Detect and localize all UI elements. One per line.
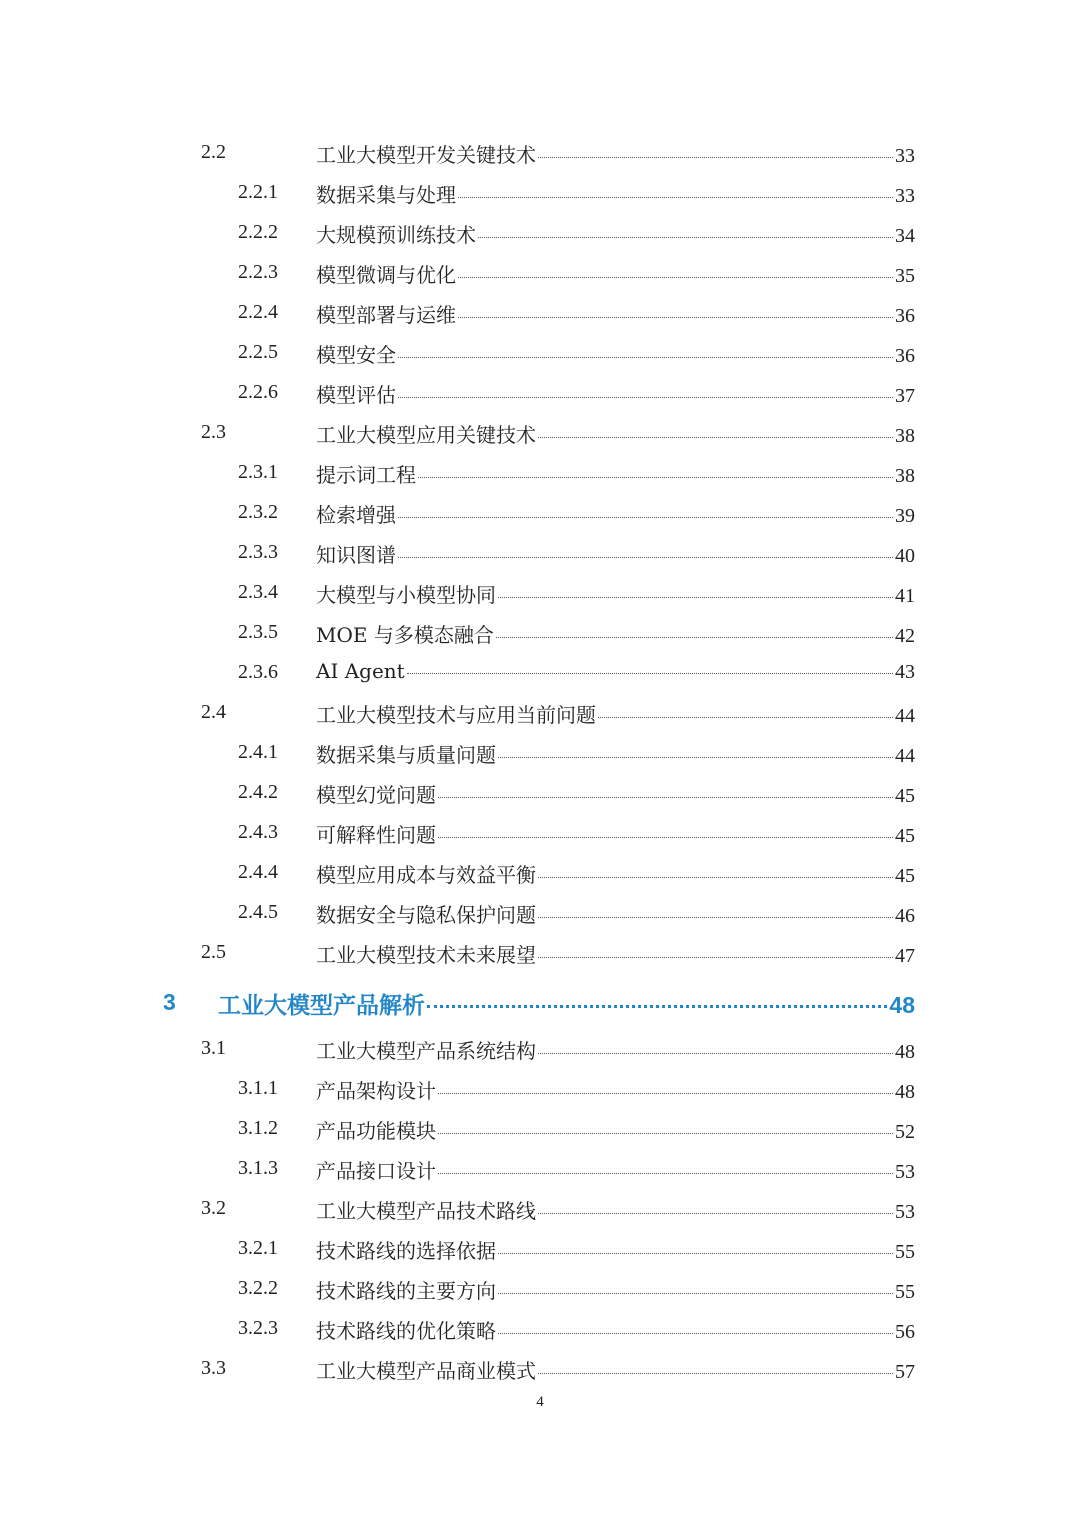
toc-entry-number: 3 xyxy=(163,989,176,1015)
toc-entry-line xyxy=(316,619,915,648)
dot-leader xyxy=(538,1373,893,1374)
toc-entry[interactable] xyxy=(0,975,1080,1031)
toc-entry-page: 55 xyxy=(895,1281,915,1303)
toc-entry[interactable] xyxy=(0,415,1080,455)
toc-entry[interactable] xyxy=(0,295,1080,335)
toc-entry-line xyxy=(316,819,915,848)
toc-entry-title: 工业大模型技术未来展望 xyxy=(316,943,536,967)
toc-entry-number: 2.4.3 xyxy=(238,821,278,843)
toc-entry-number: 2.4 xyxy=(201,701,226,723)
dot-leader xyxy=(398,517,893,518)
toc-entry-number: 2.4.2 xyxy=(238,781,278,803)
toc-entry-number: 2.4.4 xyxy=(238,861,278,883)
toc-entry-line xyxy=(316,179,915,208)
toc-entry-number: 3.2.3 xyxy=(238,1317,278,1339)
toc-entry-number: 2.3.5 xyxy=(238,621,278,643)
dot-leader xyxy=(418,477,893,478)
dot-leader xyxy=(478,237,893,238)
toc-entry-line xyxy=(316,139,915,168)
toc-entry-number: 2.3.1 xyxy=(238,461,278,483)
toc-entry[interactable] xyxy=(0,455,1080,495)
toc-entry-number: 2.2.6 xyxy=(238,381,278,403)
toc-entry-page: 37 xyxy=(895,385,915,407)
dot-leader xyxy=(538,877,893,878)
toc-entry[interactable] xyxy=(0,1311,1080,1351)
toc-entry-title: 模型安全 xyxy=(316,343,396,367)
toc-entry-title: 模型评估 xyxy=(316,383,396,407)
toc-entry-line xyxy=(316,539,915,568)
toc-entry-page: 44 xyxy=(895,705,915,727)
toc-entry-number: 3.2.2 xyxy=(238,1277,278,1299)
toc-entry-line xyxy=(316,379,915,408)
toc-entry-title: 产品架构设计 xyxy=(316,1079,436,1103)
toc-entry-number: 2.3.3 xyxy=(238,541,278,563)
toc-entry-title: 工业大模型产品技术路线 xyxy=(316,1199,536,1223)
toc-entry-number: 2.2.3 xyxy=(238,261,278,283)
dot-leader xyxy=(498,1293,893,1294)
toc-entry[interactable] xyxy=(0,735,1080,775)
toc-entry-title: 产品功能模块 xyxy=(316,1119,436,1143)
toc-entry-title: 工业大模型产品解析 xyxy=(218,993,425,1019)
toc-entry-page: 57 xyxy=(895,1361,915,1383)
toc-entry-page: 45 xyxy=(895,825,915,847)
page-number: 4 xyxy=(536,1394,544,1410)
dot-leader xyxy=(438,1173,893,1174)
toc-entry[interactable] xyxy=(0,1031,1080,1071)
toc-entry-title: 工业大模型应用关键技术 xyxy=(316,423,536,447)
toc-entry-page: 38 xyxy=(895,425,915,447)
toc-entry-title: 数据采集与质量问题 xyxy=(316,743,496,767)
toc-entry-title: 工业大模型技术与应用当前问题 xyxy=(316,703,596,727)
toc-entry-line xyxy=(316,499,915,528)
toc-entry-line xyxy=(316,939,915,968)
toc-entry-number: 3.1 xyxy=(201,1037,226,1059)
toc-entry-page: 35 xyxy=(895,265,915,287)
toc-entry-title: 产品接口设计 xyxy=(316,1159,436,1183)
toc-entry-page: 53 xyxy=(895,1161,915,1183)
toc-entry-page: 56 xyxy=(895,1321,915,1343)
toc-entry[interactable] xyxy=(0,215,1080,255)
toc-entry-title: 模型微调与优化 xyxy=(316,263,456,287)
dot-leader xyxy=(458,277,893,278)
dot-leader xyxy=(427,1005,887,1008)
dot-leader xyxy=(498,1333,893,1334)
toc-entry[interactable] xyxy=(0,335,1080,375)
toc-entry-number: 3.1.1 xyxy=(238,1077,278,1099)
toc-entry-number: 3.2 xyxy=(201,1197,226,1219)
toc-entry-line xyxy=(316,859,915,888)
toc-entry-line xyxy=(316,1035,915,1064)
toc-entry-number: 2.2.1 xyxy=(238,181,278,203)
toc-entry-page: 46 xyxy=(895,905,915,927)
toc-entry-title: 检索增强 xyxy=(316,503,396,527)
dot-leader xyxy=(438,1093,893,1094)
toc-entry-number: 2.3 xyxy=(201,421,226,443)
toc-entry-title: 技术路线的主要方向 xyxy=(316,1279,496,1303)
toc-entry-number: 2.2.5 xyxy=(238,341,278,363)
toc-entry-page: 33 xyxy=(895,145,915,167)
toc-entry-page: 34 xyxy=(895,225,915,247)
toc-entry-title: 工业大模型开发关键技术 xyxy=(316,143,536,167)
toc-entry-number: 3.1.2 xyxy=(238,1117,278,1139)
dot-leader xyxy=(438,797,893,798)
toc-entry-line xyxy=(316,299,915,328)
dot-leader xyxy=(498,1253,893,1254)
toc-entry[interactable] xyxy=(0,1231,1080,1271)
table-of-contents xyxy=(0,135,1080,1391)
toc-entry[interactable] xyxy=(0,655,1080,695)
dot-leader xyxy=(398,557,893,558)
toc-entry-page: 43 xyxy=(895,661,915,683)
toc-entry-number: 2.2.2 xyxy=(238,221,278,243)
dot-leader xyxy=(407,673,893,674)
toc-entry-title: 大模型与小模型协同 xyxy=(316,583,496,607)
toc-entry-number: 2.2.4 xyxy=(238,301,278,323)
dot-leader xyxy=(496,637,893,638)
dot-leader xyxy=(538,437,893,438)
toc-entry-line xyxy=(316,1155,915,1184)
toc-entry-title: 技术路线的选择依据 xyxy=(316,1239,496,1263)
toc-entry-number: 3.2.1 xyxy=(238,1237,278,1259)
toc-entry[interactable] xyxy=(0,255,1080,295)
toc-entry-line xyxy=(316,1115,915,1144)
toc-entry-line xyxy=(218,987,915,1020)
toc-entry-page: 41 xyxy=(895,585,915,607)
toc-entry-title: 知识图谱 xyxy=(316,543,396,567)
toc-entry[interactable] xyxy=(0,1111,1080,1151)
toc-entry-line xyxy=(316,699,915,728)
toc-entry[interactable] xyxy=(0,1271,1080,1311)
toc-entry-line xyxy=(316,1235,915,1264)
toc-entry-title: 工业大模型产品系统结构 xyxy=(316,1039,536,1063)
dot-leader xyxy=(538,157,893,158)
toc-entry-number: 2.3.2 xyxy=(238,501,278,523)
toc-entry[interactable] xyxy=(0,935,1080,975)
toc-entry-number: 2.5 xyxy=(201,941,226,963)
dot-leader xyxy=(498,757,893,758)
toc-entry-title: MOE 与多模态融合 xyxy=(316,623,494,647)
toc-entry[interactable] xyxy=(0,1071,1080,1111)
toc-entry-title: 模型部署与运维 xyxy=(316,303,456,327)
toc-entry-line xyxy=(316,1315,915,1344)
toc-entry-number: 2.3.6 xyxy=(238,661,278,683)
dot-leader xyxy=(458,317,893,318)
toc-entry-page: 36 xyxy=(895,345,915,367)
toc-entry-number: 2.3.4 xyxy=(238,581,278,603)
toc-entry-line xyxy=(316,259,915,288)
toc-entry[interactable] xyxy=(0,175,1080,215)
toc-entry-number: 2.2 xyxy=(201,141,226,163)
toc-entry-title: 数据安全与隐私保护问题 xyxy=(316,903,536,927)
toc-entry-page: 52 xyxy=(895,1121,915,1143)
toc-entry[interactable] xyxy=(0,1151,1080,1191)
toc-entry-title: AI Agent xyxy=(316,659,405,683)
toc-entry[interactable] xyxy=(0,815,1080,855)
toc-entry[interactable] xyxy=(0,135,1080,175)
toc-entry-page: 44 xyxy=(895,745,915,767)
toc-entry[interactable] xyxy=(0,535,1080,575)
toc-entry-page: 55 xyxy=(895,1241,915,1263)
dot-leader xyxy=(538,957,893,958)
toc-entry-title: 可解释性问题 xyxy=(316,823,436,847)
toc-entry[interactable] xyxy=(0,695,1080,735)
toc-entry-line xyxy=(316,1195,915,1224)
toc-entry-page: 45 xyxy=(895,865,915,887)
toc-entry-number: 3.3 xyxy=(201,1357,226,1379)
dot-leader xyxy=(458,197,893,198)
toc-entry-page: 33 xyxy=(895,185,915,207)
toc-entry-page: 48 xyxy=(895,1041,915,1063)
toc-entry-line xyxy=(316,419,915,448)
toc-entry-title: 提示词工程 xyxy=(316,463,416,487)
toc-entry-page: 45 xyxy=(895,785,915,807)
toc-entry-page: 53 xyxy=(895,1201,915,1223)
toc-entry-line xyxy=(316,739,915,768)
toc-entry-title: 模型幻觉问题 xyxy=(316,783,436,807)
dot-leader xyxy=(498,597,893,598)
dot-leader xyxy=(398,397,893,398)
toc-entry-page: 40 xyxy=(895,545,915,567)
toc-entry-title: 工业大模型产品商业模式 xyxy=(316,1359,536,1383)
toc-entry-line xyxy=(316,1075,915,1104)
toc-entry-line xyxy=(316,339,915,368)
toc-entry-title: 技术路线的优化策略 xyxy=(316,1319,496,1343)
dot-leader xyxy=(598,717,893,718)
toc-entry[interactable] xyxy=(0,1191,1080,1231)
dot-leader xyxy=(538,1053,893,1054)
dot-leader xyxy=(538,1213,893,1214)
toc-entry-page: 48 xyxy=(895,1081,915,1103)
toc-entry[interactable] xyxy=(0,855,1080,895)
toc-entry-title: 模型应用成本与效益平衡 xyxy=(316,863,536,887)
toc-entry-page: 39 xyxy=(895,505,915,527)
toc-entry[interactable] xyxy=(0,1351,1080,1391)
toc-entry-page: 38 xyxy=(895,465,915,487)
toc-entry[interactable] xyxy=(0,375,1080,415)
toc-entry-page: 48 xyxy=(889,992,915,1018)
toc-entry-page: 47 xyxy=(895,945,915,967)
toc-entry-line xyxy=(316,659,915,684)
toc-entry-number: 2.4.5 xyxy=(238,901,278,923)
toc-entry-line xyxy=(316,779,915,808)
toc-entry[interactable] xyxy=(0,895,1080,935)
toc-entry[interactable] xyxy=(0,575,1080,615)
toc-entry-title: 数据采集与处理 xyxy=(316,183,456,207)
dot-leader xyxy=(438,837,893,838)
toc-entry-page: 42 xyxy=(895,625,915,647)
dot-leader xyxy=(438,1133,893,1134)
toc-entry[interactable] xyxy=(0,615,1080,655)
dot-leader xyxy=(398,357,893,358)
toc-entry-line xyxy=(316,899,915,928)
toc-entry[interactable] xyxy=(0,495,1080,535)
toc-entry-number: 2.4.1 xyxy=(238,741,278,763)
dot-leader xyxy=(538,917,893,918)
toc-entry-line xyxy=(316,219,915,248)
toc-entry-line xyxy=(316,579,915,608)
toc-entry-line xyxy=(316,1355,915,1384)
toc-entry-title: 大规模预训练技术 xyxy=(316,223,476,247)
toc-entry-line xyxy=(316,459,915,488)
toc-entry[interactable] xyxy=(0,775,1080,815)
toc-entry-number: 3.1.3 xyxy=(238,1157,278,1179)
toc-entry-line xyxy=(316,1275,915,1304)
toc-entry-page: 36 xyxy=(895,305,915,327)
